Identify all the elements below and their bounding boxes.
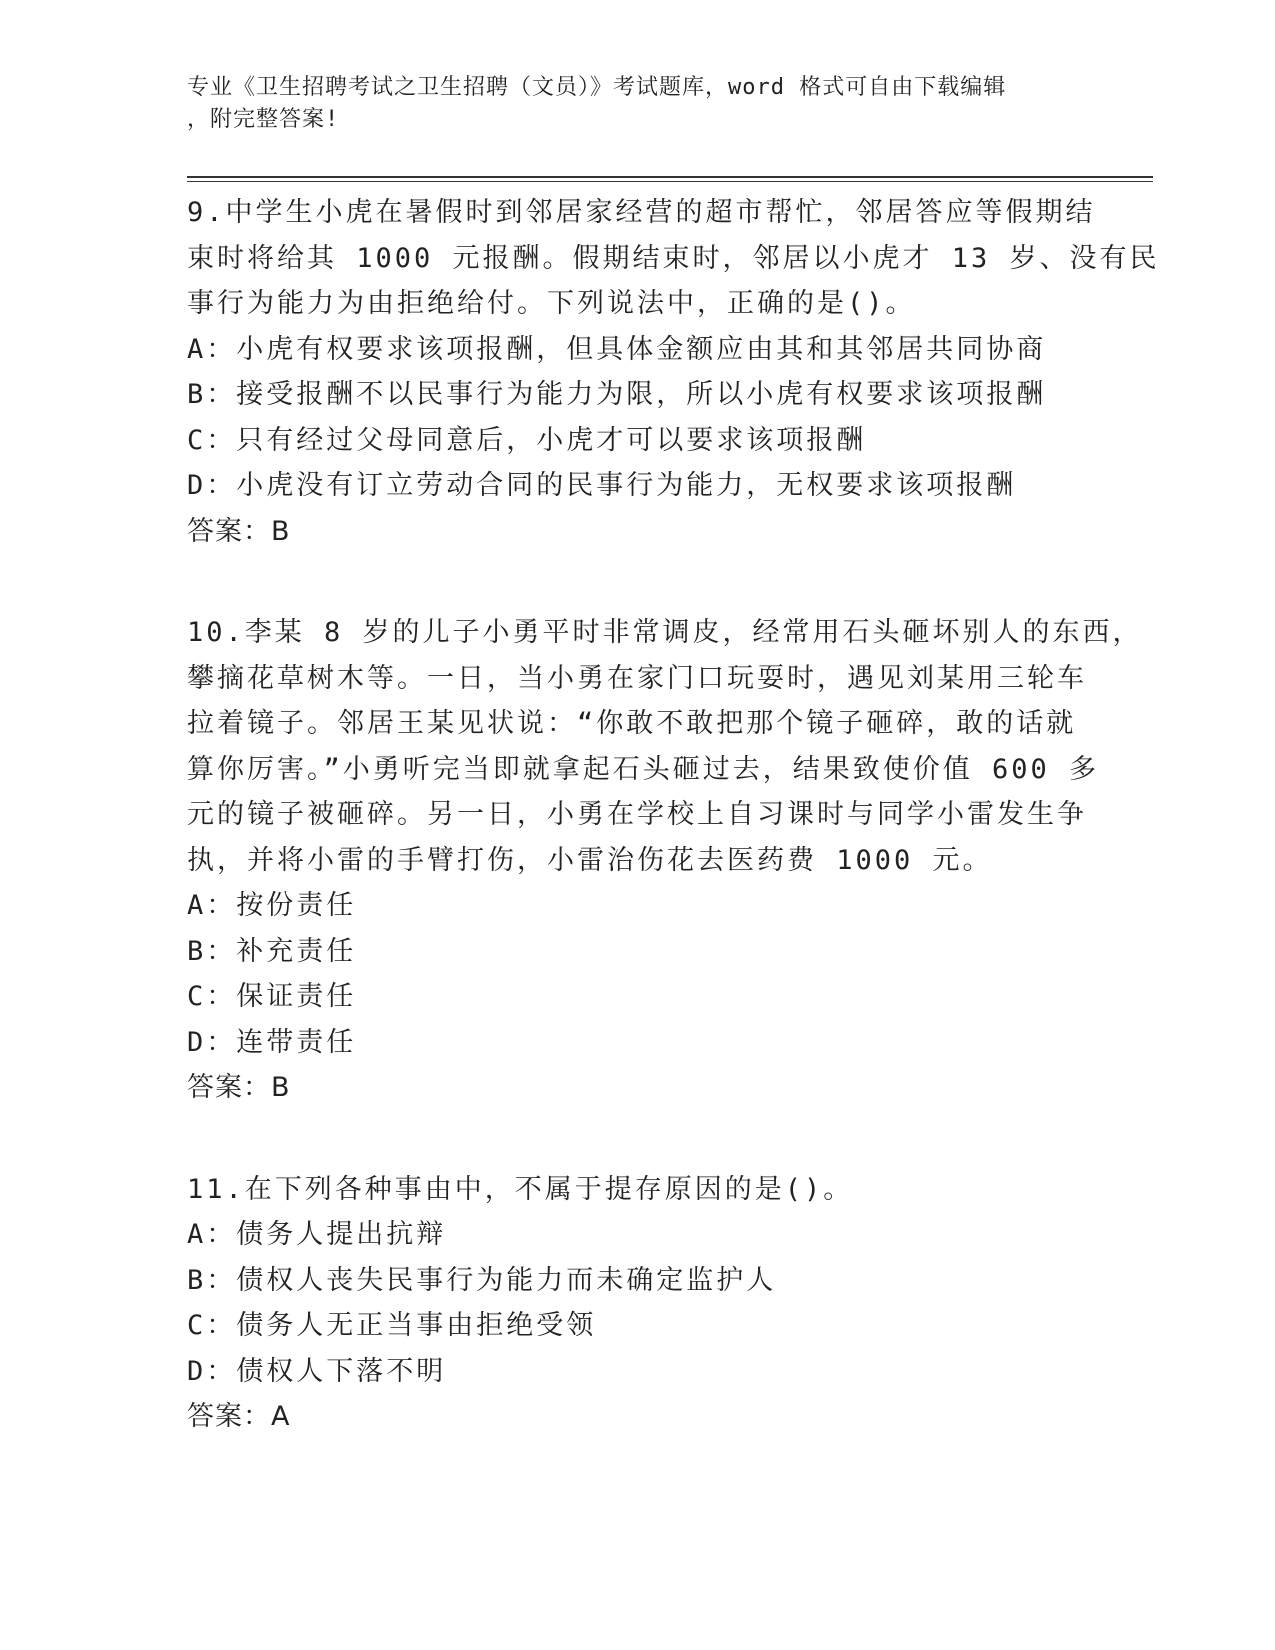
- stem-line: 束时将给其 1000 元报酬。假期结束时，邻居以小虎才 13 岁、没有民: [187, 242, 1160, 274]
- header-line: ，附完整答案!: [187, 107, 340, 132]
- stem-line: 执，并将小雷的手臂打伤，小雷治伤花去医药费 1000 元。: [187, 844, 993, 876]
- question-list: [187, 190, 1160, 1440]
- stem-line: 9.中学生小虎在暑假时到邻居家经营的超市帮忙，邻居答应等假期结: [187, 197, 1096, 228]
- answer: 答案：B: [187, 1072, 291, 1103]
- stem-line: 10.李某 8 岁的儿子小勇平时非常调皮，经常用石头砸坏别人的东西，: [187, 617, 1143, 648]
- option-list: [187, 327, 1067, 509]
- answer: 答案：B: [187, 515, 291, 547]
- option-list: [187, 1212, 1067, 1394]
- stem-line: 元的镜子被砸碎。另一日，小勇在学校上自习课时与同学小雷发生争: [187, 799, 1087, 830]
- option-d: D：小虎没有订立劳动合同的民事行为能力，无权要求该项报酬: [187, 470, 1017, 501]
- stem-line: 事行为能力为由拒绝给付。下列说法中，正确的是()。: [187, 288, 916, 319]
- header-line: 专业《卫生招聘考试之卫生招聘（文员）》考试题库，word 格式可自由下载编辑: [187, 75, 1007, 100]
- header-divider-thin: [187, 181, 1153, 182]
- question-stem: [187, 610, 1143, 883]
- question-11: [187, 1167, 1067, 1440]
- stem-line: 拉着镜子。邻居王某见状说：“你敢不敢把那个镜子砸碎，敢的话就: [187, 708, 1077, 739]
- option-a: A：债务人提出抗辩: [187, 1219, 447, 1250]
- option-c: C：债务人无正当事由拒绝受领: [187, 1310, 597, 1341]
- header-divider-thick: [187, 176, 1153, 178]
- question-9: [187, 190, 1160, 554]
- option-c: C：只有经过父母同意后，小虎才可以要求该项报酬: [187, 424, 867, 456]
- option-d: D：债权人下落不明: [187, 1355, 447, 1387]
- option-b: B：债权人丧失民事行为能力而未确定监护人: [187, 1264, 777, 1296]
- option-a: A：按份责任: [187, 890, 357, 921]
- document-header: [187, 72, 1067, 136]
- stem-line: 算你厉害。”小勇听完当即就拿起石头砸过去，结果致使价值 600 多: [187, 753, 1100, 785]
- question-10: [187, 610, 1143, 1111]
- option-list: [187, 883, 1067, 1065]
- option-a: A：小虎有权要求该项报酬，但具体金额应由其和其邻居共同协商: [187, 333, 1047, 365]
- stem-line: 11.在下列各种事由中，不属于提存原因的是()。: [187, 1173, 854, 1205]
- option-d: D：连带责任: [187, 1026, 357, 1058]
- answer: 答案：A: [187, 1401, 291, 1432]
- option-c: C：保证责任: [187, 981, 357, 1012]
- question-stem: [187, 1167, 1067, 1213]
- option-b: B：补充责任: [187, 935, 357, 967]
- question-stem: [187, 190, 1160, 327]
- stem-line: 攀摘花草树木等。一日，当小勇在家门口玩耍时，遇见刘某用三轮车: [187, 662, 1087, 694]
- option-b: B：接受报酬不以民事行为能力为限，所以小虎有权要求该项报酬: [187, 379, 1047, 410]
